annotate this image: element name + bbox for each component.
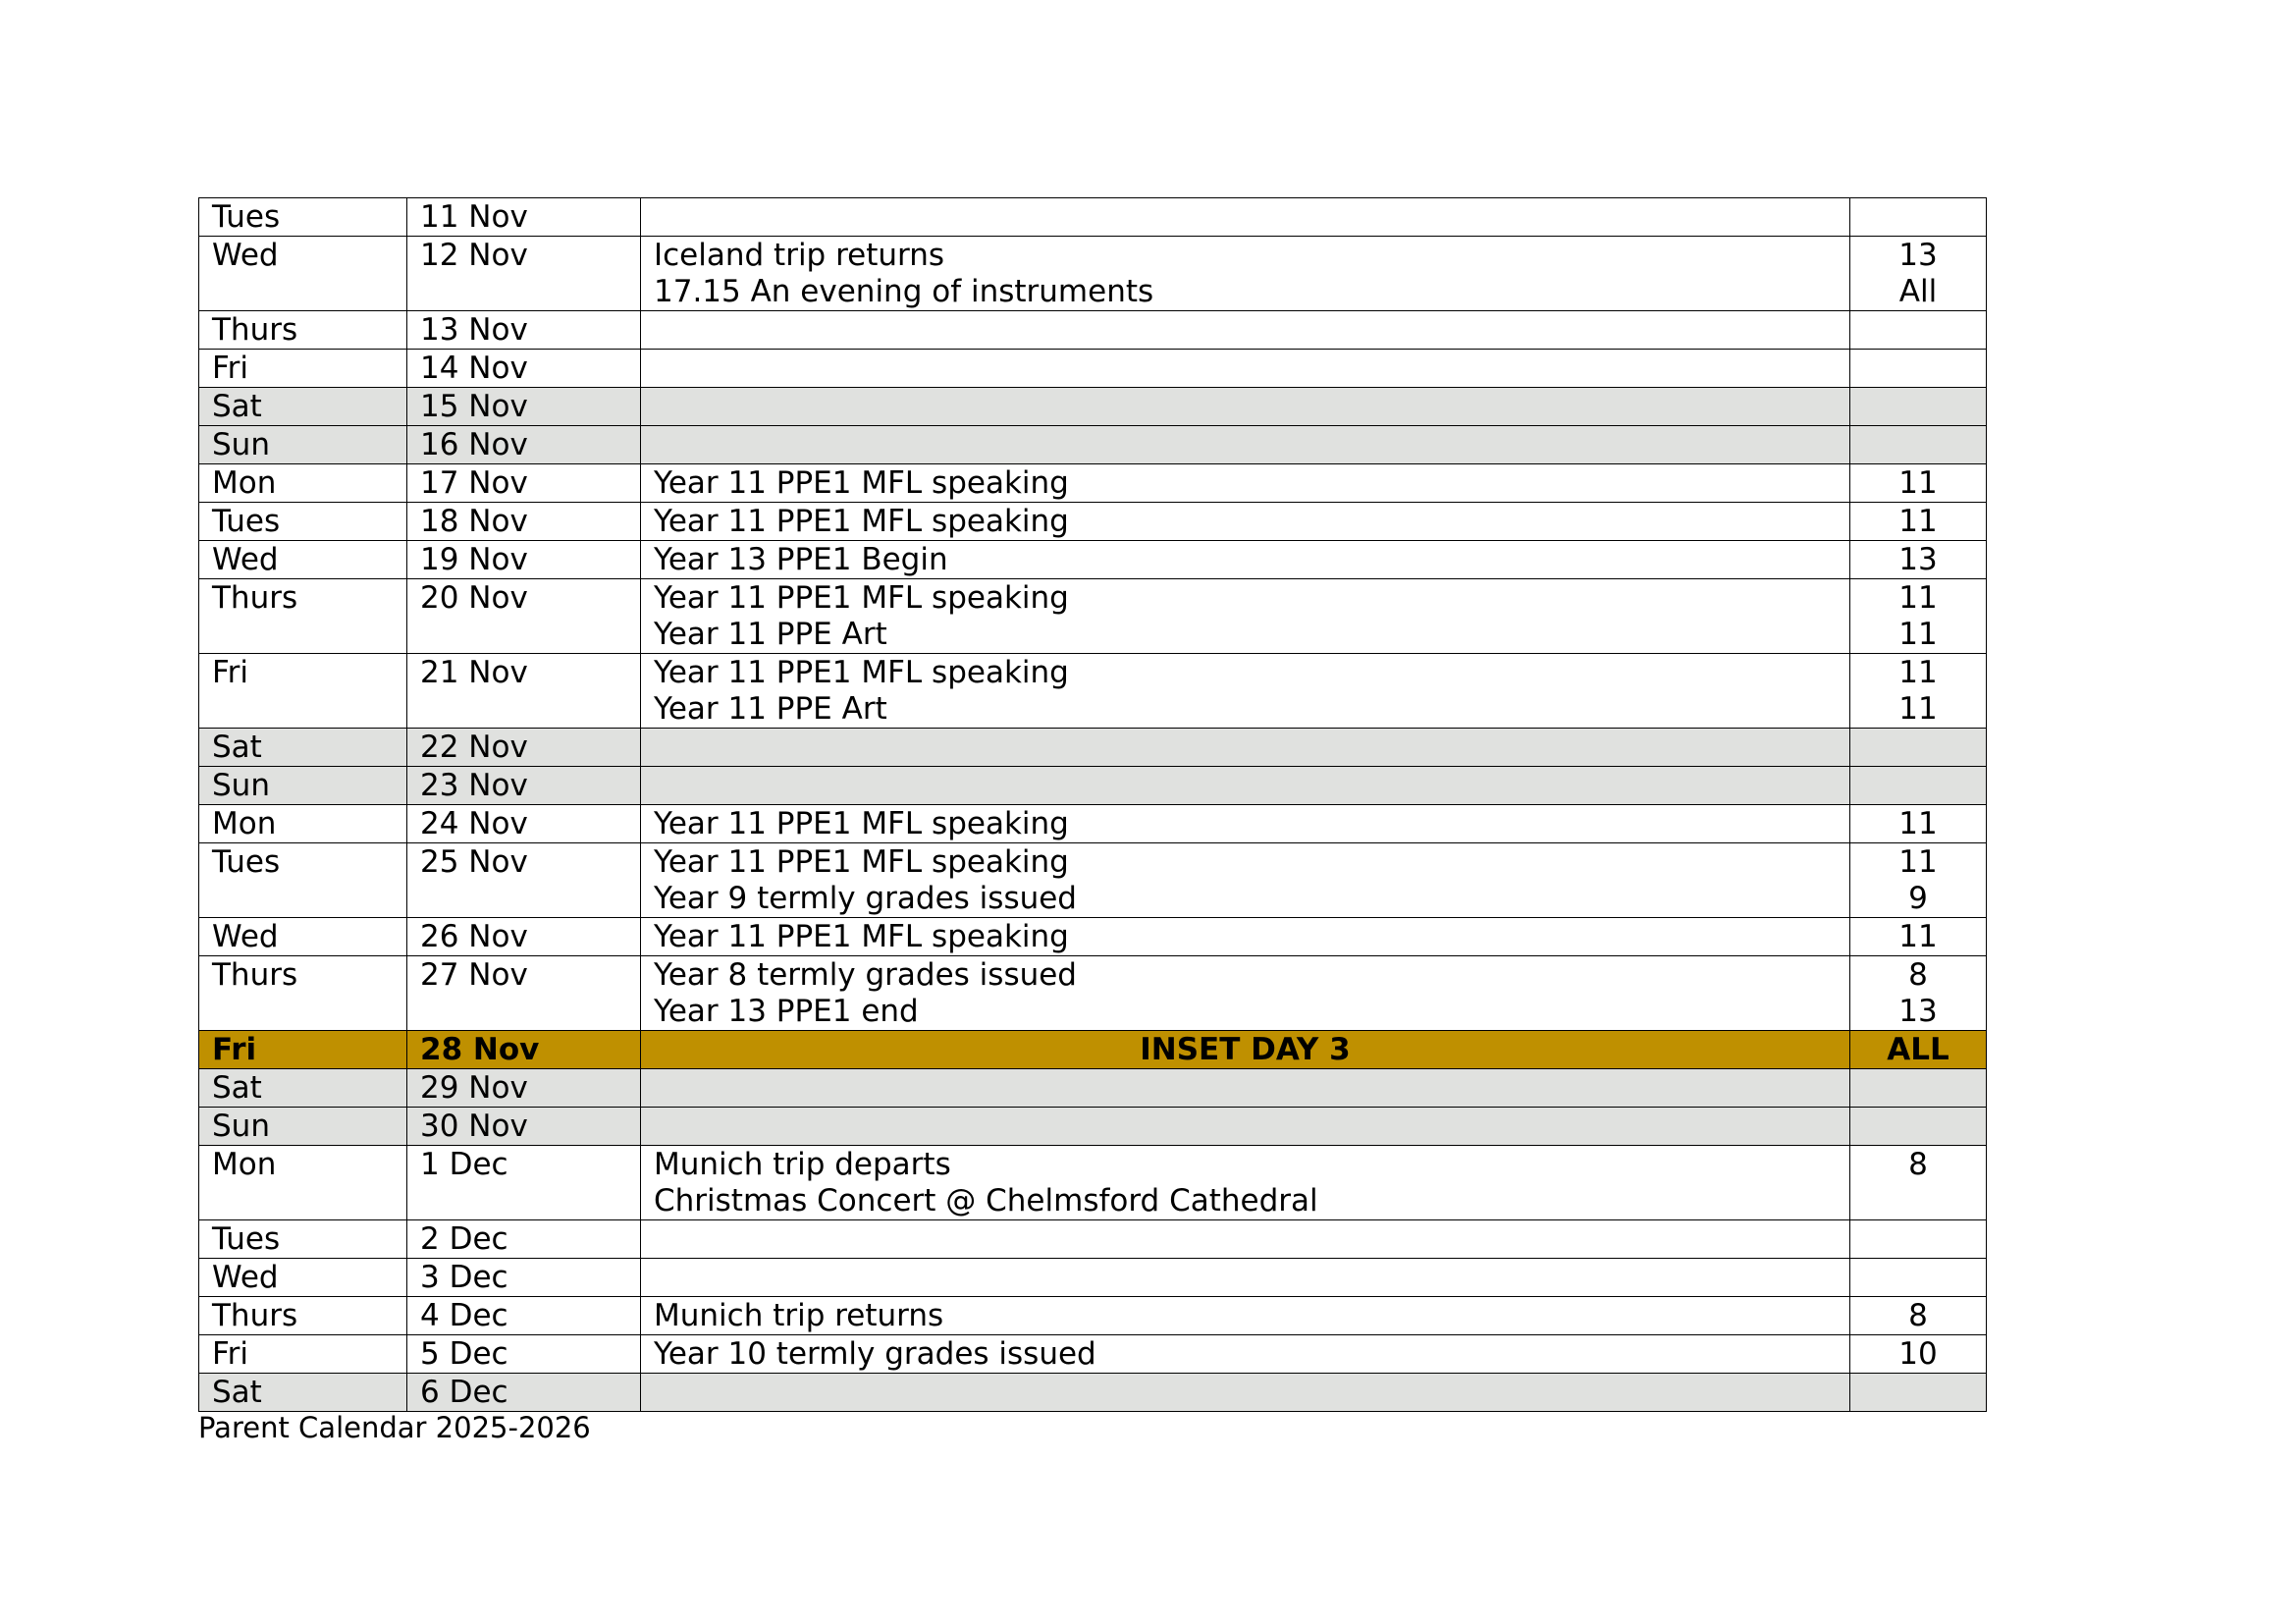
date-label: 25 Nov	[420, 844, 528, 880]
table-row	[199, 843, 1987, 918]
day-label: Wed	[212, 1260, 279, 1295]
weekend-row	[199, 1374, 1987, 1412]
year-group-cell	[1850, 805, 1987, 843]
date-cell	[407, 1335, 641, 1374]
date-cell	[407, 767, 641, 805]
weekend-row	[199, 767, 1987, 805]
date-label: 20 Nov	[420, 580, 528, 616]
day-cell	[199, 579, 407, 654]
event-cell	[641, 350, 1850, 388]
line-spacer	[420, 617, 627, 653]
event-cell	[641, 654, 1850, 729]
year-group-cell	[1850, 503, 1987, 541]
date-cell	[407, 1146, 641, 1220]
year-group-cell	[1850, 1108, 1987, 1146]
day-label: Sat	[212, 1070, 262, 1106]
year-group-text	[1854, 730, 1982, 766]
date-cell	[407, 1108, 641, 1146]
day-cell	[199, 1069, 407, 1108]
event-text	[654, 427, 1837, 463]
date-label: 11 Nov	[420, 199, 528, 235]
event-text	[654, 199, 1837, 236]
date-label: 1 Dec	[420, 1147, 508, 1182]
date-label: 29 Nov	[420, 1070, 528, 1106]
day-cell	[199, 1335, 407, 1374]
day-cell	[199, 843, 407, 918]
date-label: 6 Dec	[420, 1375, 508, 1410]
day-cell	[199, 729, 407, 767]
day-cell	[199, 237, 407, 311]
day-cell	[199, 1374, 407, 1412]
date-cell	[407, 426, 641, 464]
year-group-text: 11	[1898, 465, 1938, 501]
day-label: Wed	[212, 542, 279, 577]
date-cell	[407, 729, 641, 767]
date-cell	[407, 1297, 641, 1335]
year-group-cell	[1850, 350, 1987, 388]
event-cell	[641, 1335, 1850, 1374]
event-cell	[641, 1031, 1850, 1069]
event-cell	[641, 464, 1850, 503]
year-group-text	[1854, 1260, 1982, 1296]
year-group-cell	[1850, 729, 1987, 767]
event-text: Year 11 PPE1 MFL speaking	[654, 504, 1069, 539]
date-cell	[407, 654, 641, 729]
event-text: Year 11 PPE1 MFL speaking	[654, 465, 1069, 501]
year-group-cell	[1850, 1374, 1987, 1412]
event-text: Year 11 PPE1 MFL speaking	[654, 919, 1069, 954]
year-group-text: 13	[1898, 238, 1938, 273]
event-cell	[641, 843, 1850, 918]
day-cell	[199, 388, 407, 426]
event-cell	[641, 918, 1850, 956]
year-group-cell	[1850, 918, 1987, 956]
event-cell	[641, 1146, 1850, 1220]
year-group-text: ALL	[1887, 1032, 1949, 1067]
year-group-cell	[1850, 464, 1987, 503]
year-group-text	[1854, 199, 1982, 236]
line-spacer	[420, 274, 627, 310]
date-cell	[407, 805, 641, 843]
event-text	[654, 1109, 1837, 1145]
event-text: Year 11 PPE Art	[654, 617, 887, 652]
year-group-cell	[1850, 311, 1987, 350]
event-cell	[641, 1374, 1850, 1412]
day-label: Thurs	[212, 1298, 298, 1333]
year-group-text: 11	[1898, 504, 1938, 539]
page-footer: Parent Calendar 2025-2026	[198, 1411, 591, 1444]
date-label: 30 Nov	[420, 1109, 528, 1144]
day-cell	[199, 464, 407, 503]
date-cell	[407, 503, 641, 541]
year-group-cell	[1850, 198, 1987, 237]
year-group-text	[1854, 1109, 1982, 1145]
year-group-text: 11	[1898, 844, 1938, 880]
event-cell	[641, 311, 1850, 350]
date-cell	[407, 1220, 641, 1259]
year-group-text	[1854, 1375, 1982, 1411]
inset-day-row	[199, 1031, 1987, 1069]
year-group-text	[1854, 1070, 1982, 1107]
day-label: Thurs	[212, 957, 298, 993]
year-group-text: 11	[1898, 919, 1938, 954]
year-group-text: 13	[1898, 542, 1938, 577]
table-row	[199, 1297, 1987, 1335]
day-cell	[199, 311, 407, 350]
table-row	[199, 1220, 1987, 1259]
event-cell	[641, 1069, 1850, 1108]
event-text: Year 11 PPE1 MFL speaking	[654, 655, 1069, 690]
day-cell	[199, 767, 407, 805]
event-text	[654, 730, 1837, 766]
event-cell	[641, 956, 1850, 1031]
calendar-table	[198, 197, 1987, 1412]
date-cell	[407, 1374, 641, 1412]
year-group-text: 11	[1898, 617, 1938, 652]
event-text: 17.15 An evening of instruments	[654, 274, 1154, 309]
date-label: 24 Nov	[420, 806, 528, 841]
date-label: 15 Nov	[420, 389, 528, 424]
line-spacer	[212, 691, 394, 728]
day-cell	[199, 1031, 407, 1069]
date-cell	[407, 843, 641, 918]
year-group-cell	[1850, 388, 1987, 426]
year-group-text: All	[1898, 274, 1938, 309]
year-group-text	[1854, 389, 1982, 425]
date-label: 26 Nov	[420, 919, 528, 954]
event-cell	[641, 1220, 1850, 1259]
day-label: Sun	[212, 427, 270, 462]
year-group-text: 11	[1898, 691, 1938, 727]
date-label: 17 Nov	[420, 465, 528, 501]
line-spacer	[420, 1183, 627, 1219]
day-label: Fri	[212, 1336, 248, 1372]
year-group-cell	[1850, 654, 1987, 729]
year-group-cell	[1850, 1259, 1987, 1297]
table-row	[199, 503, 1987, 541]
day-cell	[199, 350, 407, 388]
weekend-row	[199, 388, 1987, 426]
day-cell	[199, 503, 407, 541]
date-cell	[407, 1069, 641, 1108]
date-label: 14 Nov	[420, 351, 528, 386]
event-text: Year 11 PPE1 MFL speaking	[654, 580, 1069, 616]
date-cell	[407, 579, 641, 654]
year-group-text: 11	[1898, 580, 1938, 616]
event-text: Year 8 termly grades issued	[654, 957, 1077, 993]
event-text	[654, 389, 1837, 425]
table-row	[199, 1146, 1987, 1220]
year-group-cell	[1850, 1031, 1987, 1069]
event-cell	[641, 767, 1850, 805]
date-label: 12 Nov	[420, 238, 528, 273]
date-cell	[407, 918, 641, 956]
year-group-cell	[1850, 579, 1987, 654]
event-text	[654, 1375, 1837, 1411]
year-group-cell	[1850, 426, 1987, 464]
day-label: Fri	[212, 351, 248, 386]
date-cell	[407, 956, 641, 1031]
table-row	[199, 464, 1987, 503]
year-group-text: 11	[1898, 806, 1938, 841]
day-label: Mon	[212, 465, 277, 501]
date-label: 22 Nov	[420, 730, 528, 765]
event-text: Year 9 termly grades issued	[654, 881, 1077, 916]
day-cell	[199, 1297, 407, 1335]
day-cell	[199, 956, 407, 1031]
year-group-cell	[1850, 1069, 1987, 1108]
year-group-text	[1854, 312, 1982, 349]
event-cell	[641, 1259, 1850, 1297]
event-cell	[641, 579, 1850, 654]
year-group-text: 9	[1908, 881, 1928, 916]
table-row	[199, 350, 1987, 388]
date-label: 28 Nov	[420, 1032, 540, 1067]
date-label: 4 Dec	[420, 1298, 508, 1333]
table-row	[199, 579, 1987, 654]
event-cell	[641, 1108, 1850, 1146]
day-cell	[199, 1220, 407, 1259]
year-group-cell	[1850, 843, 1987, 918]
event-text: Year 13 PPE1 end	[654, 994, 919, 1029]
table-row	[199, 198, 1987, 237]
day-label: Wed	[212, 238, 279, 273]
event-text: Year 11 PPE1 MFL speaking	[654, 806, 1069, 841]
date-label: 13 Nov	[420, 312, 528, 348]
date-label: 21 Nov	[420, 655, 528, 690]
event-text: Iceland trip returns	[654, 238, 945, 273]
day-label: Thurs	[212, 312, 298, 348]
event-cell	[641, 1297, 1850, 1335]
table-row	[199, 1259, 1987, 1297]
event-text: Year 11 PPE1 MFL speaking	[654, 844, 1069, 880]
day-label: Sun	[212, 768, 270, 803]
line-spacer	[212, 274, 394, 310]
date-label: 5 Dec	[420, 1336, 508, 1372]
year-group-cell	[1850, 1146, 1987, 1220]
event-cell	[641, 729, 1850, 767]
event-cell	[641, 237, 1850, 311]
day-cell	[199, 805, 407, 843]
day-cell	[199, 541, 407, 579]
line-spacer	[212, 994, 394, 1030]
line-spacer	[212, 1183, 394, 1219]
line-spacer	[212, 881, 394, 917]
date-cell	[407, 237, 641, 311]
event-text	[654, 1221, 1837, 1258]
year-group-cell	[1850, 767, 1987, 805]
date-cell	[407, 350, 641, 388]
date-cell	[407, 311, 641, 350]
line-spacer	[420, 881, 627, 917]
event-text	[654, 312, 1837, 349]
event-text: INSET DAY 3	[1140, 1032, 1351, 1067]
table-row	[199, 654, 1987, 729]
weekend-row	[199, 1069, 1987, 1108]
table-row	[199, 541, 1987, 579]
year-group-text: 10	[1898, 1336, 1938, 1372]
day-label: Mon	[212, 806, 277, 841]
year-group-text: 11	[1898, 655, 1938, 690]
day-cell	[199, 654, 407, 729]
event-cell	[641, 426, 1850, 464]
date-cell	[407, 541, 641, 579]
event-cell	[641, 503, 1850, 541]
table-row	[199, 956, 1987, 1031]
calendar-body	[199, 198, 1987, 1412]
year-group-text: 13	[1898, 994, 1938, 1029]
table-row	[199, 805, 1987, 843]
date-cell	[407, 198, 641, 237]
day-label: Tues	[212, 504, 281, 539]
date-label: 16 Nov	[420, 427, 528, 462]
weekend-row	[199, 1108, 1987, 1146]
date-cell	[407, 1031, 641, 1069]
day-label: Fri	[212, 655, 248, 690]
event-cell	[641, 541, 1850, 579]
day-label: Sat	[212, 1375, 262, 1410]
date-cell	[407, 1259, 641, 1297]
date-label: 18 Nov	[420, 504, 528, 539]
year-group-text	[1854, 768, 1982, 804]
date-label: 19 Nov	[420, 542, 528, 577]
day-cell	[199, 1259, 407, 1297]
event-cell	[641, 198, 1850, 237]
event-text	[654, 351, 1837, 387]
year-group-cell	[1850, 1335, 1987, 1374]
day-label: Tues	[212, 1221, 281, 1257]
date-cell	[407, 388, 641, 426]
day-label: Sat	[212, 730, 262, 765]
day-label: Fri	[212, 1032, 257, 1067]
event-cell	[641, 388, 1850, 426]
event-text: Munich trip departs	[654, 1147, 951, 1182]
weekend-row	[199, 426, 1987, 464]
weekend-row	[199, 729, 1987, 767]
year-group-text: 8	[1908, 1298, 1928, 1333]
date-label: 2 Dec	[420, 1221, 508, 1257]
day-label: Mon	[212, 1147, 277, 1182]
event-text: Munich trip returns	[654, 1298, 944, 1333]
event-text	[654, 1070, 1837, 1107]
day-cell	[199, 1108, 407, 1146]
date-label: 3 Dec	[420, 1260, 508, 1295]
date-cell	[407, 464, 641, 503]
event-text: Year 13 PPE1 Begin	[654, 542, 948, 577]
year-group-text	[1854, 1221, 1982, 1258]
day-label: Sun	[212, 1109, 270, 1144]
day-cell	[199, 426, 407, 464]
date-label: 27 Nov	[420, 957, 528, 993]
year-group-text: 8	[1908, 1147, 1928, 1182]
table-row	[199, 311, 1987, 350]
day-cell	[199, 1146, 407, 1220]
year-group-cell	[1850, 237, 1987, 311]
day-label: Thurs	[212, 580, 298, 616]
table-row	[199, 918, 1987, 956]
date-label: 23 Nov	[420, 768, 528, 803]
day-label: Wed	[212, 919, 279, 954]
day-label: Tues	[212, 844, 281, 880]
day-cell	[199, 918, 407, 956]
event-text: Year 11 PPE Art	[654, 691, 887, 727]
event-text	[654, 1260, 1837, 1296]
event-text	[654, 768, 1837, 804]
event-text: Year 10 termly grades issued	[654, 1336, 1096, 1372]
year-group-text	[1854, 427, 1982, 463]
year-group-text	[1854, 1183, 1982, 1219]
line-spacer	[212, 617, 394, 653]
year-group-text	[1854, 351, 1982, 387]
line-spacer	[420, 691, 627, 728]
year-group-cell	[1850, 1297, 1987, 1335]
event-text: Christmas Concert @ Chelmsford Cathedral	[654, 1183, 1318, 1218]
day-label: Sat	[212, 389, 262, 424]
year-group-text: 8	[1908, 957, 1928, 993]
table-row	[199, 237, 1987, 311]
year-group-cell	[1850, 1220, 1987, 1259]
day-cell	[199, 198, 407, 237]
year-group-cell	[1850, 541, 1987, 579]
line-spacer	[420, 994, 627, 1030]
day-label: Tues	[212, 199, 281, 235]
table-row	[199, 1335, 1987, 1374]
event-cell	[641, 805, 1850, 843]
year-group-cell	[1850, 956, 1987, 1031]
